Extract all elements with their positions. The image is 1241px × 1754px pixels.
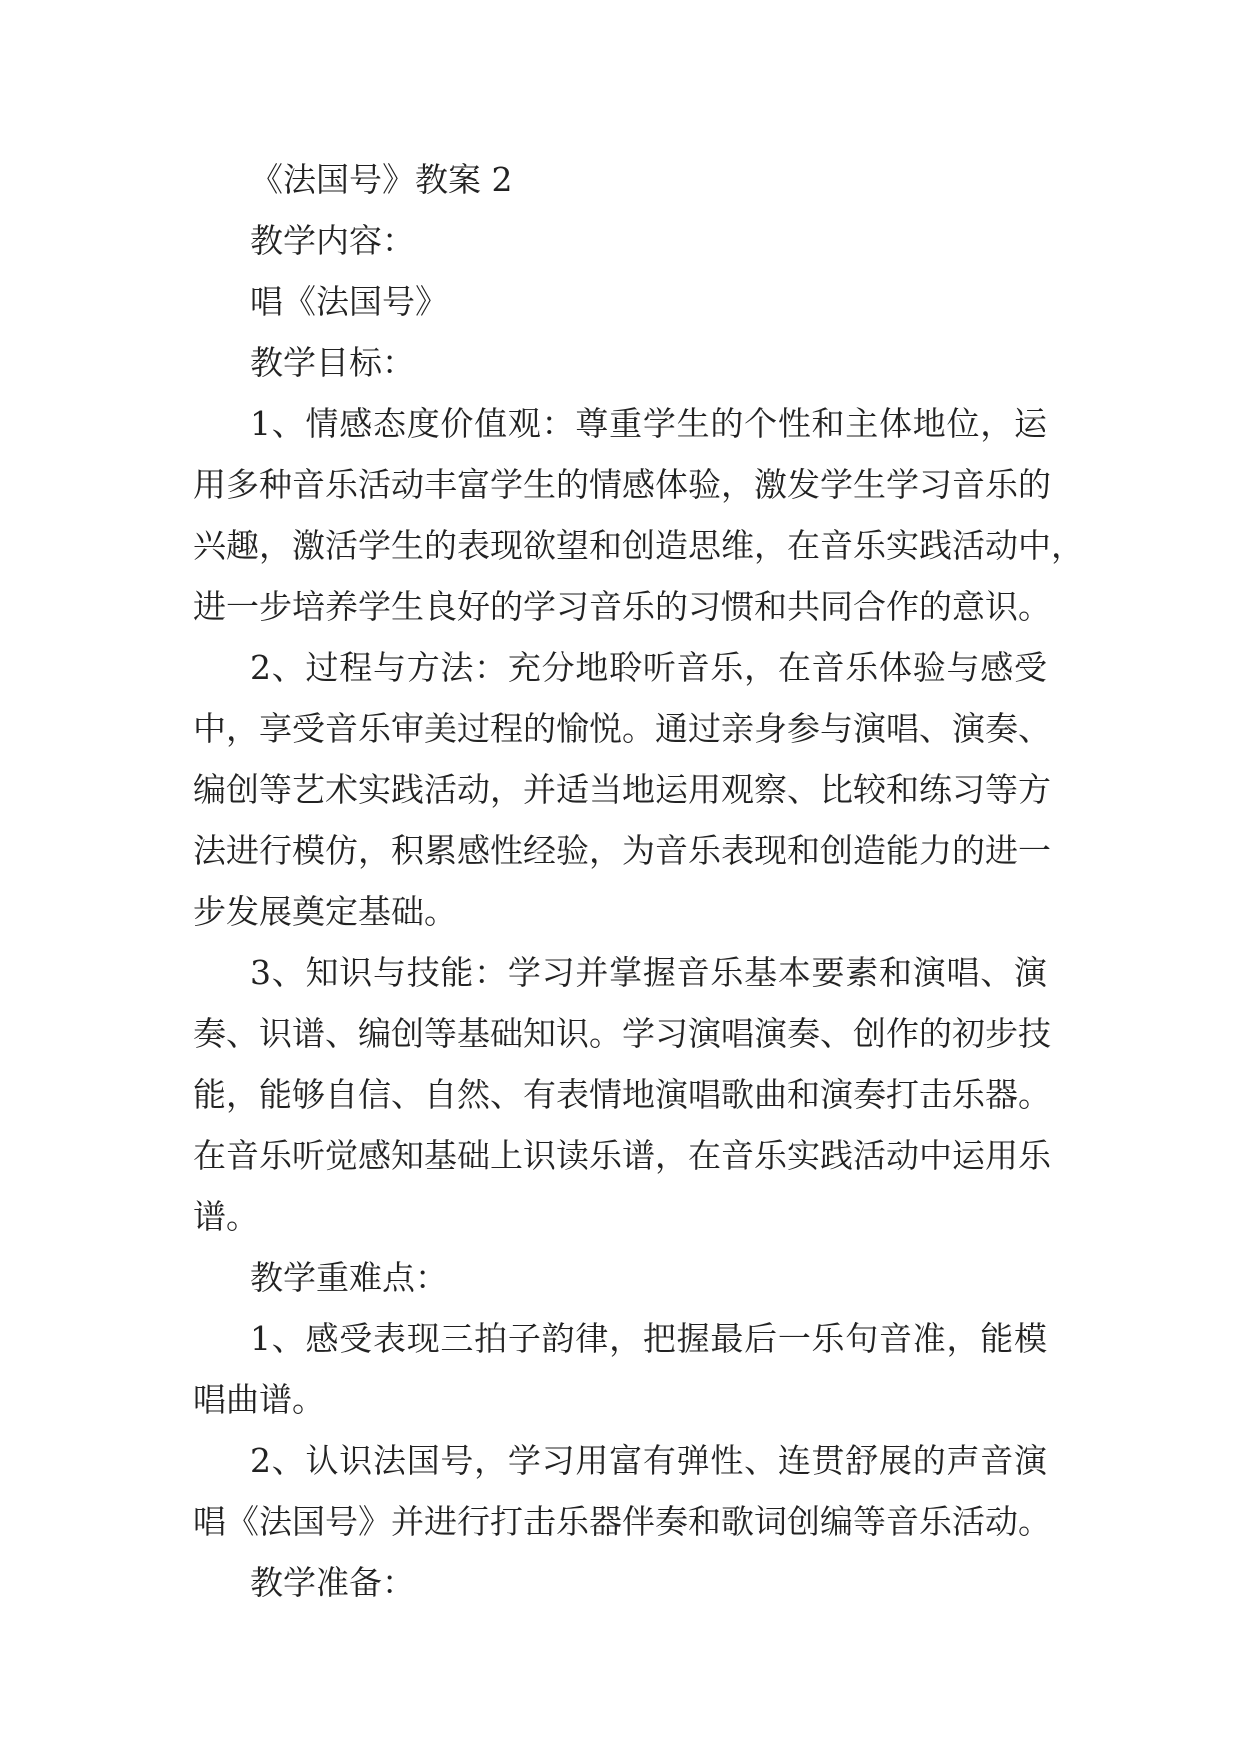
paragraph-line: 进一步培养学生良好的学习音乐的习惯和共同合作的意识。 [193,587,1051,626]
paragraph-line: 2、过程与方法：充分地聆听音乐，在音乐体验与感受 [250,648,1047,687]
paragraph-line: 能，能够自信、自然、有表情地演唱歌曲和演奏打击乐器。 [193,1075,1051,1114]
paragraph-line: 谱。 [193,1197,259,1236]
paragraph-line: 3、知识与技能：学习并掌握音乐基本要素和演唱、演 [250,953,1047,992]
paragraph-line: 法进行模仿，积累感性经验，为音乐表现和创造能力的进一 [193,831,1051,870]
section-heading-content: 教学内容： [250,221,415,260]
paragraph-line: 唱《法国号》并进行打击乐器伴奏和歌词创编等音乐活动。 [193,1502,1051,1541]
content-text: 唱《法国号》 [250,282,448,321]
section-heading-preparation: 教学准备： [250,1563,415,1602]
section-heading-key-points: 教学重难点： [250,1258,448,1297]
paragraph-line: 中，享受音乐审美过程的愉悦。通过亲身参与演唱、演奏、 [193,709,1051,748]
paragraph-line: 1、感受表现三拍子韵律，把握最后一乐句音准，能模 [250,1319,1047,1358]
paragraph-line: 兴趣，激活学生的表现欲望和创造思维，在音乐实践活动中， [193,526,1084,565]
paragraph-line: 1、情感态度价值观：尊重学生的个性和主体地位，运 [250,404,1047,443]
paragraph-line: 用多种音乐活动丰富学生的情感体验，激发学生学习音乐的 [193,465,1051,504]
document-title: 《法国号》教案 2 [250,160,513,199]
section-heading-objectives: 教学目标： [250,343,415,382]
paragraph-line: 在音乐听觉感知基础上识读乐谱，在音乐实践活动中运用乐 [193,1136,1051,1175]
paragraph-line: 步发展奠定基础。 [193,892,457,931]
paragraph-line: 唱曲谱。 [193,1380,325,1419]
paragraph-line: 奏、识谱、编创等基础知识。学习演唱演奏、创作的初步技 [193,1014,1051,1053]
paragraph-line: 2、认识法国号，学习用富有弹性、连贯舒展的声音演 [250,1441,1047,1480]
paragraph-line: 编创等艺术实践活动，并适当地运用观察、比较和练习等方 [193,770,1051,809]
